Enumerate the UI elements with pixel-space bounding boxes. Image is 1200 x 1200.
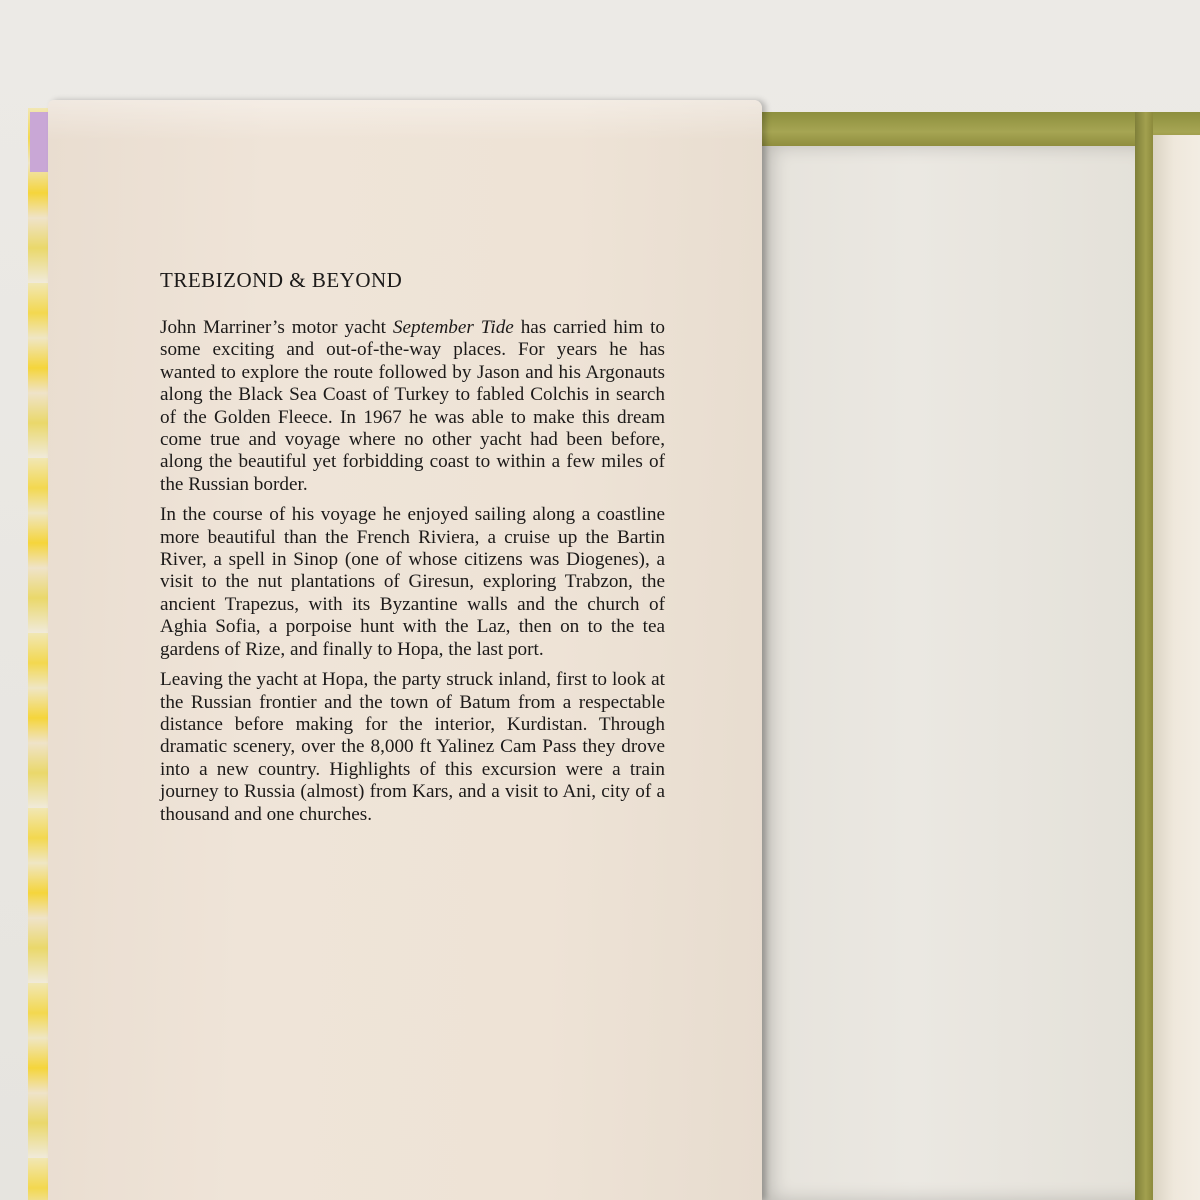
flap-copy (160, 268, 665, 834)
para1-rest: has carried him to some exciting and out-of-the-way places. For years he has wanted to explore the route followed by Jason and his Argonauts along the Black Sea Coast of Turkey to fabled Colchis in search of the Golden Fleece. In 1967 he was able to make this dream come true and voyage where no other yacht had been before, along the beautiful yet forbidding coast to within a few miles of the Russian border. (160, 317, 665, 495)
yacht-name: September Tide (392, 317, 514, 338)
para1-start: John Marriner’s motor yacht (160, 317, 393, 338)
green-cloth-board-edge (1135, 112, 1153, 1200)
blurb-paragraph-2: In the course of his voyage he enjoyed sailing along a coastline more beautiful than the French Riviera, a cruise up the Bartin River, a spell in Sinop (one of whose citizens was Diogenes), a visit to the nut plantations of Giresun, exploring Trabzon, the ancient Trapezus, with its Byzantine walls and the church of Aghia Sofia, a porpoise hunt with the Laz, then on to the tea gardens of Rize, and finally to Hopa, the last port. (160, 504, 665, 660)
green-cloth-board-top (740, 112, 1200, 148)
blurb-paragraph-1 (160, 317, 665, 496)
first-page-edge (1150, 135, 1200, 1200)
endpaper-page (762, 146, 1140, 1200)
jacket-flap-highlight (48, 100, 762, 140)
blurb-paragraph-3: Leaving the yacht at Hopa, the party struck inland, first to look at the Russian frontier and the town of Batum from a respectable distance before making for the interior, Kurdistan. Through dramatic scenery, over the 8,000 ft Yalinez Cam Pass they drove into a new country. Highlights of this excursion were a train journey to Russia (almost) from Kars, and a visit to Ani, city of a thousand and one churches. (160, 669, 665, 825)
book-title: TREBIZOND & BEYOND (160, 268, 403, 292)
